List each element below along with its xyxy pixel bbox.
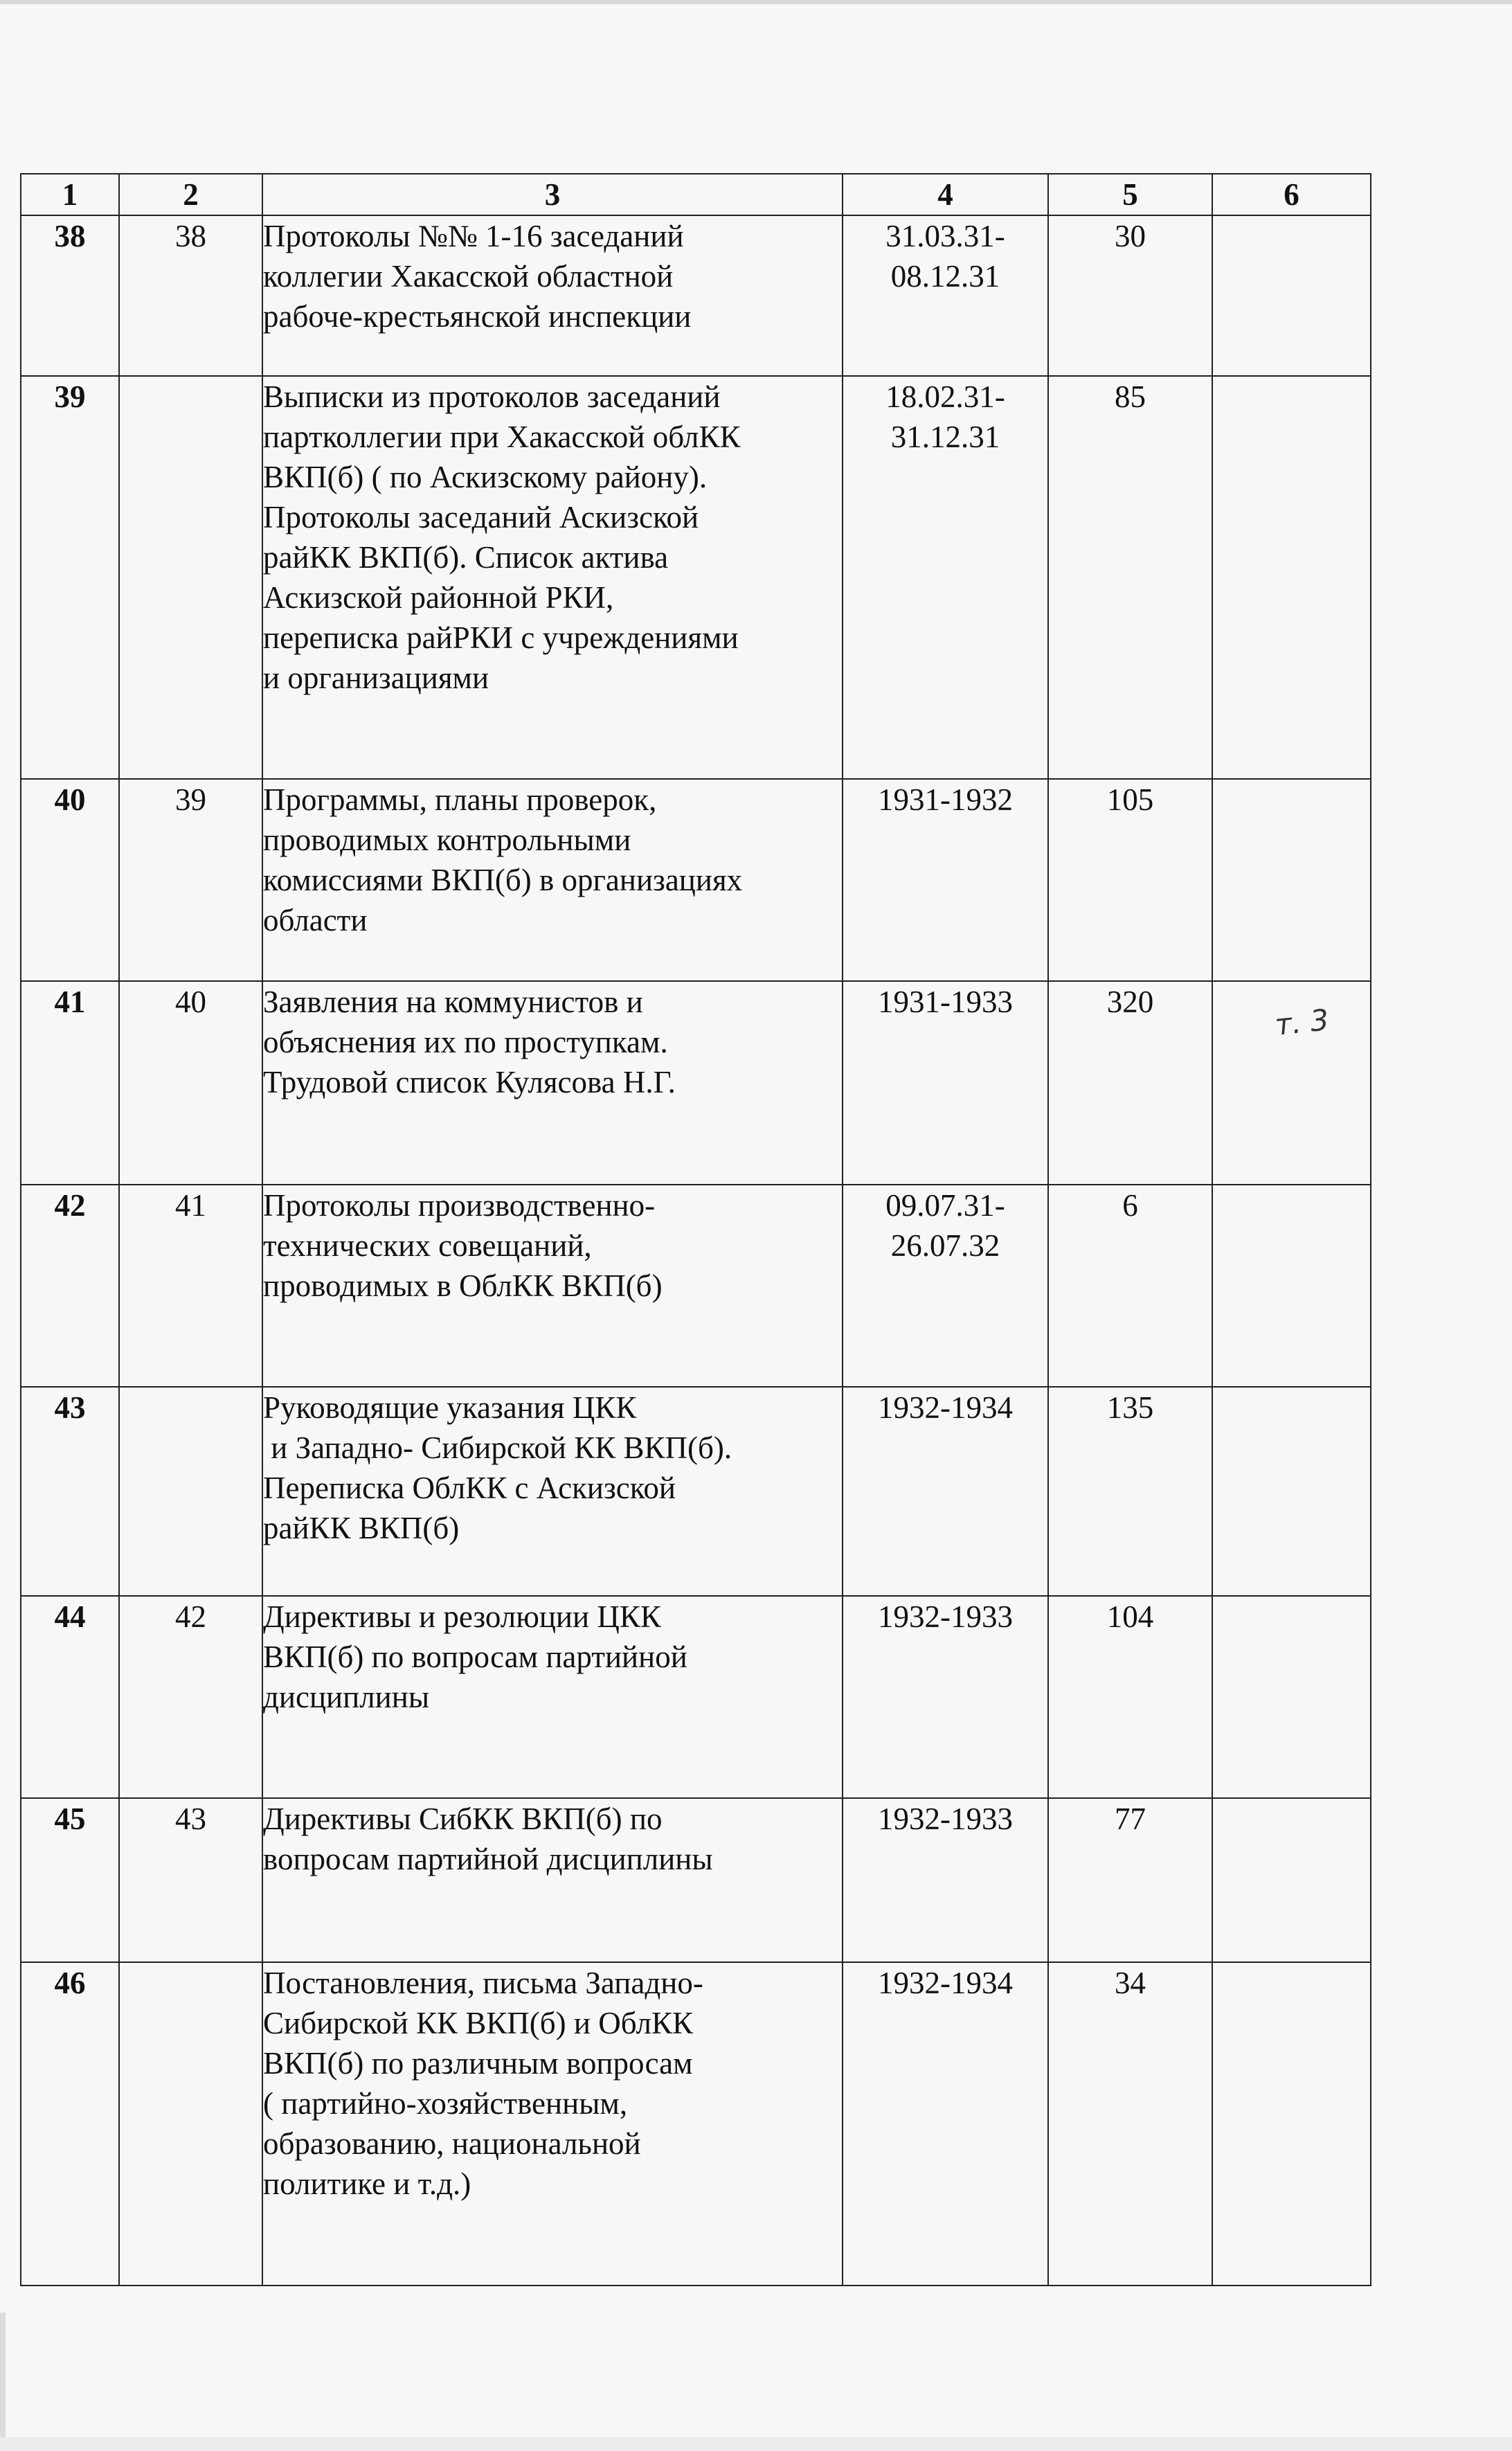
old-number: 38 [119,215,262,376]
file-title: Постановления, письма Западно- Сибирской КК ВКП(б) и ОблКК ВКП(б) по различным вопросам ( партийно-хозяйственным, образованию, национальной политике и т.д.) [262,1962,843,2286]
sheet-count: 30 [1048,215,1212,376]
note-cell [1212,1962,1371,2286]
inventory-table [20,173,1371,2286]
row-number: 43 [21,1387,119,1596]
header-col-5: 5 [1048,174,1212,215]
file-dates: 1931-1933 [843,981,1048,1185]
old-number: 39 [119,779,262,981]
note-cell [1212,1387,1371,1596]
row-number: 41 [21,981,119,1185]
scan-left-edge [0,2313,6,2451]
header-col-2: 2 [119,174,262,215]
table-row [21,1798,1371,1962]
header-row [21,174,1371,215]
header-col-4: 4 [843,174,1048,215]
sheet-count: 85 [1048,376,1212,779]
file-dates: 18.02.31- 31.12.31 [843,376,1048,779]
old-number [119,1962,262,2286]
file-title: Директивы СибКК ВКП(б) по вопросам партийной дисциплины [262,1798,843,1962]
sheet-count: 77 [1048,1798,1212,1962]
old-number: 40 [119,981,262,1185]
sheet-count: 34 [1048,1962,1212,2286]
table-row [21,215,1371,376]
file-title: Заявления на коммунистов и объяснения их по проступкам. Трудовой список Кулясова Н.Г. [262,981,843,1185]
row-number: 39 [21,376,119,779]
sheet-count: 6 [1048,1185,1212,1387]
table-row [21,1387,1371,1596]
row-number: 46 [21,1962,119,2286]
row-number: 40 [21,779,119,981]
file-dates: 1931-1932 [843,779,1048,981]
note-cell [1212,1185,1371,1387]
file-title: Программы, планы проверок, проводимых контрольными комиссиями ВКП(б) в организациях области [262,779,843,981]
table-row [21,1962,1371,2286]
row-number: 42 [21,1185,119,1387]
table-row [21,1185,1371,1387]
table-row [21,779,1371,981]
old-number: 42 [119,1596,262,1798]
file-title: Протоколы производственно- технических совещаний, проводимых в ОблКК ВКП(б) [262,1185,843,1387]
note-cell [1212,779,1371,981]
handwritten-note: т. 3 [1273,1003,1331,1042]
note-cell [1212,981,1371,1185]
old-number [119,376,262,779]
file-dates: 1932-1933 [843,1596,1048,1798]
file-dates: 1932-1933 [843,1798,1048,1962]
scan-top-edge [0,0,1512,4]
table-row [21,1596,1371,1798]
table-row [21,981,1371,1185]
sheet-count: 135 [1048,1387,1212,1596]
table-row [21,376,1371,779]
note-cell [1212,1596,1371,1798]
old-number [119,1387,262,1596]
note-cell [1212,1798,1371,1962]
file-dates: 31.03.31- 08.12.31 [843,215,1048,376]
file-title: Протоколы №№ 1-16 заседаний коллегии Хакасской областной рабоче-крестьянской инспекции [262,215,843,376]
file-dates: 1932-1934 [843,1962,1048,2286]
note-cell [1212,215,1371,376]
file-dates: 09.07.31- 26.07.32 [843,1185,1048,1387]
file-title: Выписки из протоколов заседаний партколлегии при Хакасской облКК ВКП(б) ( по Аскизскому району). Протоколы заседаний Аскизской райКК ВКП(б). Список актива Аскизской районной РКИ, переписка райРКИ с учреждениями и организациями [262,376,843,779]
sheet-count: 105 [1048,779,1212,981]
row-number: 44 [21,1596,119,1798]
note-cell [1212,376,1371,779]
sheet-count: 320 [1048,981,1212,1185]
header-col-1: 1 [21,174,119,215]
row-number: 38 [21,215,119,376]
scan-bottom-shadow [0,2437,1512,2451]
file-dates: 1932-1934 [843,1387,1048,1596]
file-title: Директивы и резолюции ЦКК ВКП(б) по вопросам партийной дисциплины [262,1596,843,1798]
file-title: Руководящие указания ЦКК и Западно- Сибирской КК ВКП(б). Переписка ОблКК с Аскизской райКК ВКП(б) [262,1387,843,1596]
sheet-count: 104 [1048,1596,1212,1798]
header-col-3: 3 [262,174,843,215]
old-number: 43 [119,1798,262,1962]
old-number: 41 [119,1185,262,1387]
row-number: 45 [21,1798,119,1962]
header-col-6: 6 [1212,174,1371,215]
